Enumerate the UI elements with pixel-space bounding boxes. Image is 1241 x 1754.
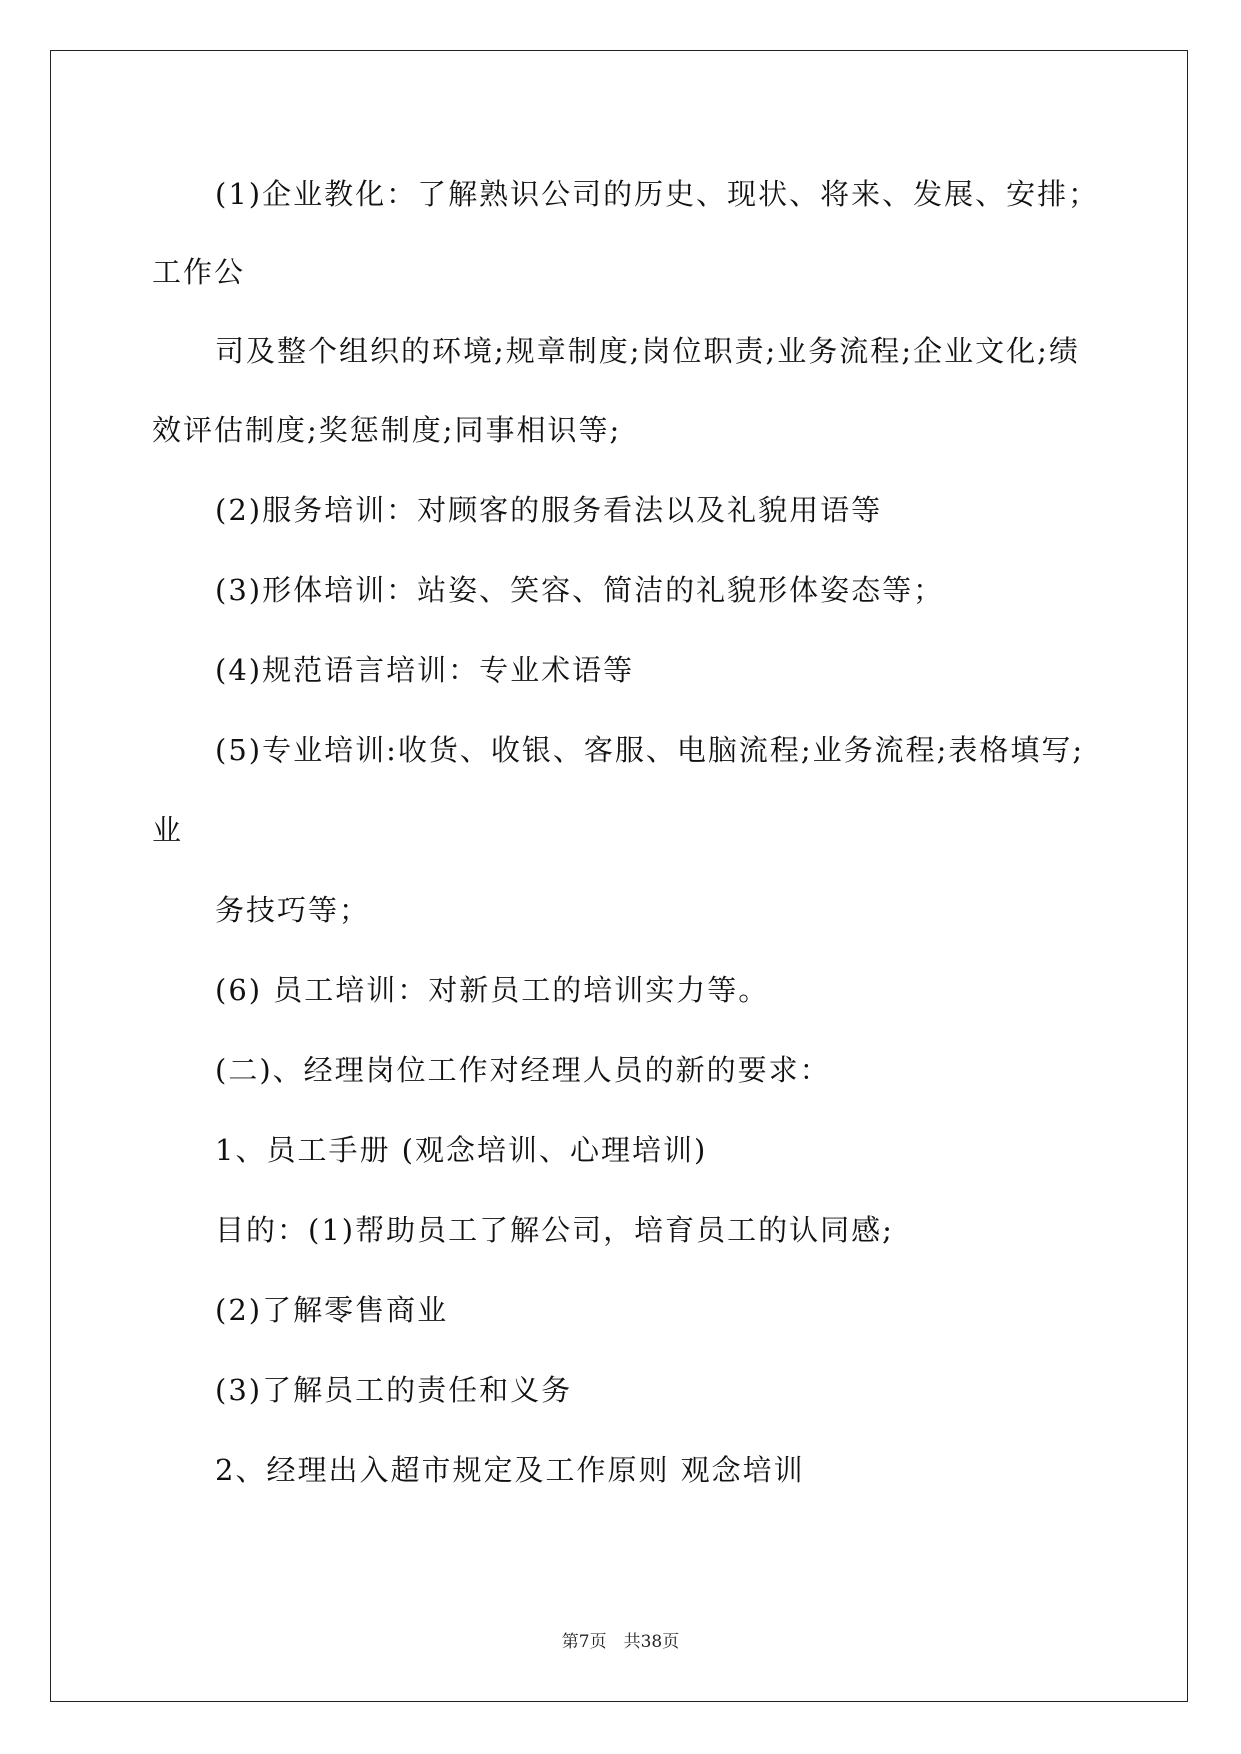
paragraph-line: (1)企业教化：了解熟识公司的历史、现状、将来、发展、安排； bbox=[215, 177, 1100, 211]
paragraph-line: 业 bbox=[152, 813, 184, 847]
paragraph-line: 1、员工手册 (观念培训、心理培训) bbox=[215, 1133, 708, 1167]
page-number-footer: 第7页 共38页 bbox=[561, 1632, 680, 1652]
paragraph-line: 司及整个组织的环境;规章制度;岗位职责;业务流程;企业文化;绩 bbox=[215, 334, 1080, 368]
paragraph-line: (3)形体培训：站姿、笑容、简洁的礼貌形体姿态等； bbox=[215, 573, 945, 607]
paragraph-line: (4)规范语言培训：专业术语等 bbox=[215, 653, 635, 687]
paragraph-line: (2)服务培训：对顾客的服务看法以及礼貌用语等 bbox=[215, 493, 883, 527]
paragraph-line: (2)了解零售商业 bbox=[215, 1293, 449, 1327]
paragraph-line: (5)专业培训:收货、收银、客服、电脑流程;业务流程;表格填写; bbox=[215, 733, 1085, 767]
paragraph-line: 2、经理出入超市规定及工作原则 观念培训 bbox=[215, 1453, 805, 1487]
paragraph-line: 工作公 bbox=[152, 255, 246, 289]
paragraph-line: (二)、经理岗位工作对经理人员的新的要求： bbox=[215, 1053, 831, 1087]
paragraph-line: 务技巧等； bbox=[215, 893, 371, 927]
paragraph-line: (6) 员工培训：对新员工的培训实力等。 bbox=[215, 973, 770, 1007]
paragraph-line: (3)了解员工的责任和义务 bbox=[215, 1373, 573, 1407]
paragraph-line: 目的：(1)帮助员工了解公司，培育员工的认同感; bbox=[215, 1213, 894, 1247]
paragraph-line: 效评估制度;奖惩制度;同事相识等; bbox=[152, 413, 622, 447]
